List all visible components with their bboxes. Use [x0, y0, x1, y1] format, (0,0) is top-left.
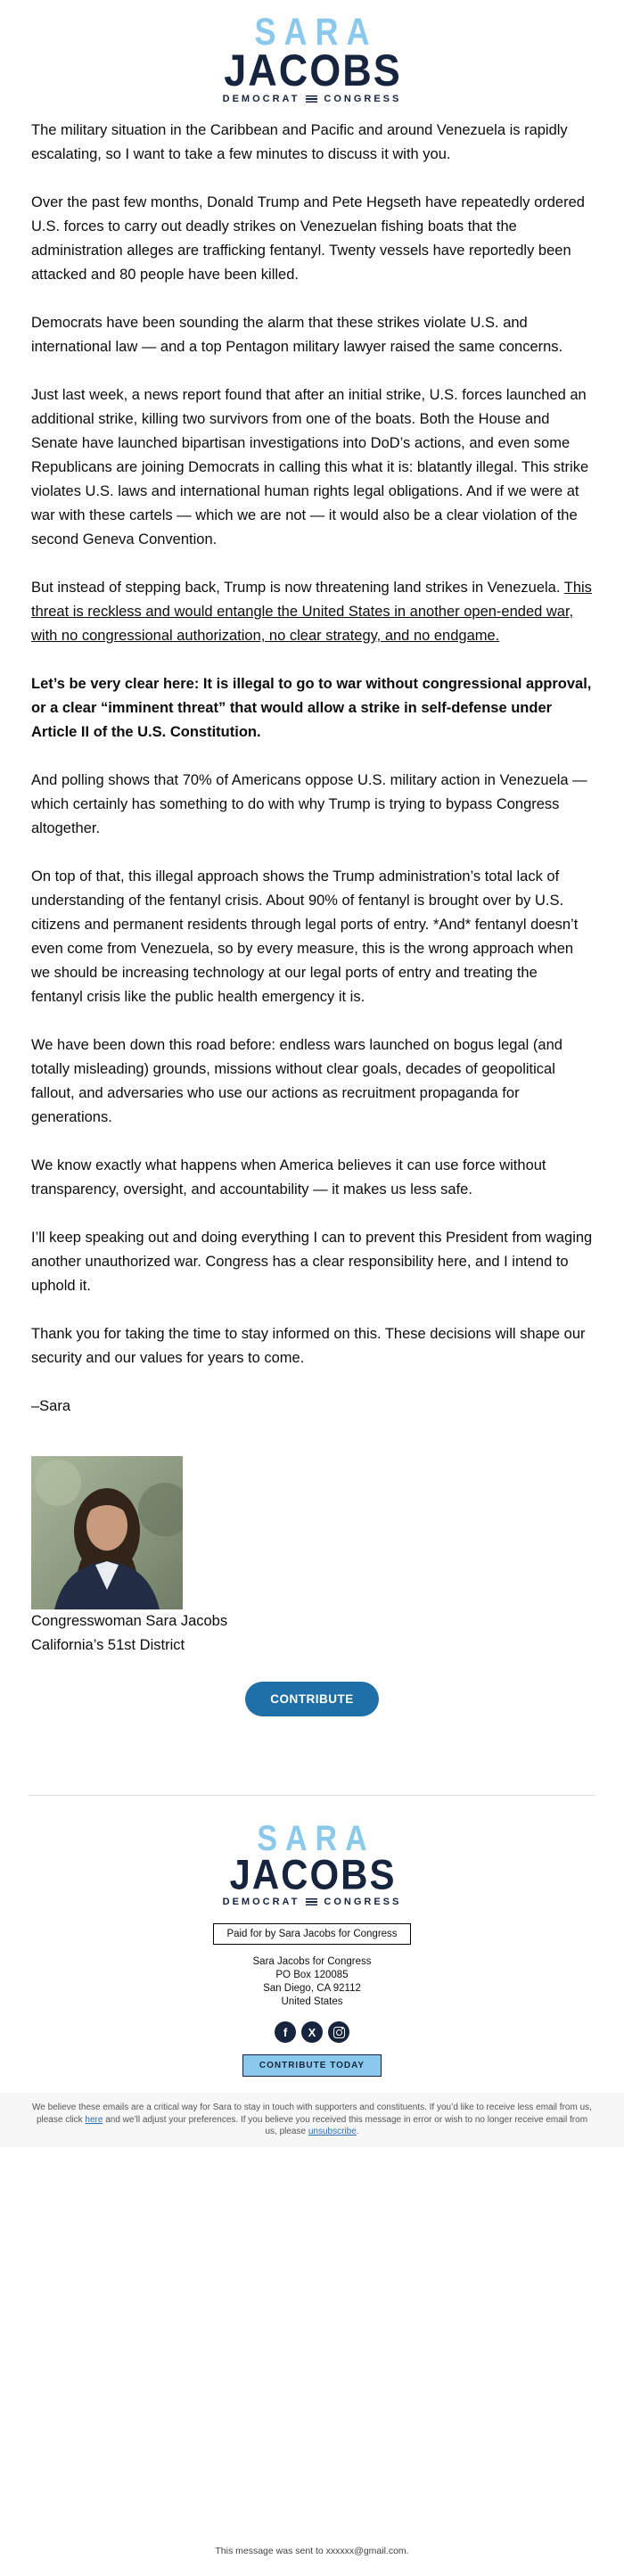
tagline-democrat: DEMOCRAT — [222, 1897, 300, 1907]
logo-first-name: SARA — [254, 10, 378, 53]
flag-stripes-icon — [306, 95, 317, 103]
contribute-row — [31, 1682, 593, 1716]
logo-last-name: JACOBS — [229, 1851, 397, 1898]
paragraph-lead-text: But instead of stepping back, Trump is now threatening land strikes in Venezuela. — [31, 580, 564, 596]
fine-print-text: . — [356, 2127, 359, 2136]
spacer — [0, 2147, 624, 2547]
contribute-button[interactable]: CONTRIBUTE — [245, 1682, 379, 1716]
body-paragraph: Just last week, a news report found that after an initial strike, U.S. forces launched an additional strike, killing two survivors from one of the boats. Both the House and Senate have launched bipartisan investigations into DoD’s actions, and even some Republicans are joining Democrats in calling this what it is: blatantly illegal. This strike violates U.S. laws and international human rights legal obligations. And if we were at war with these cartels — which we are not — it would also be a clear violation of the second Geneva Convention. — [31, 387, 589, 547]
fine-print-band — [0, 2093, 624, 2147]
paid-for-disclaimer: Paid for by Sara Jacobs for Congress — [213, 1923, 410, 1945]
underlined-text: This threat is reckless and would entangle the United States in another open-ended war, with no congressional authorization, no clear strategy, and no endgame. — [31, 580, 592, 644]
tagline-democrat: DEMOCRAT — [222, 94, 300, 104]
x-icon[interactable]: X — [301, 2021, 323, 2043]
fine-print — [31, 2102, 593, 2138]
unsubscribe-link[interactable]: unsubscribe — [308, 2127, 357, 2136]
body-paragraph: And polling shows that 70% of Americans oppose U.S. military action in Venezuela — which certainly has something to do with why Trump is trying to bypass Congress altogether. — [31, 772, 587, 836]
sent-to-notice: This message was sent to xxxxxx@gmail.com. — [215, 2546, 409, 2556]
contribute-today-row — [0, 2054, 624, 2077]
fine-print-text: and we’ll adjust your preferences. If you believe you received this message in error or wish to no longer receive email from us, please — [103, 2114, 588, 2136]
logo-tagline — [0, 95, 624, 104]
social-links — [0, 2021, 624, 2043]
mailing-address — [0, 1955, 624, 2009]
divider — [29, 1795, 595, 1796]
body-paragraph — [31, 576, 593, 648]
caption-name: Congresswoman Sara Jacobs — [31, 1613, 228, 1629]
tagline-congress: CONGRESS — [324, 94, 402, 104]
contribute-today-button[interactable]: CONTRIBUTE TODAY — [242, 2054, 382, 2077]
preferences-link[interactable]: here — [85, 2114, 103, 2125]
logo-tagline — [0, 1897, 624, 1907]
signoff: –Sara — [31, 1398, 71, 1414]
body-paragraph: On top of that, this illegal approach shows the Trump administration’s total lack of understanding of the fentanyl crisis. About 90% of fentanyl is brought over by U.S. citizens and permanent residents through legal ports of entry. *And* fentanyl doesn’t even come from Venezuela, so by every measure, this is the wrong approach when we should be increasing technology at our legal ports of entry and treating the fentanyl crisis like the public health emergency it is. — [31, 868, 579, 1005]
body-paragraph: Thank you for taking the time to stay informed on this. These decisions will shape our security and our values for years to come. — [31, 1326, 586, 1366]
campaign-logo-header — [0, 10, 624, 104]
logo-first-name: SARA — [257, 1818, 375, 1859]
instagram-icon[interactable] — [328, 2021, 349, 2043]
campaign-logo-footer — [0, 1818, 624, 1907]
fine-print-text: We believe these emails are a critical way for Sara to stay in touch with supporters and constituents. If you’d like to receive less email from us, please click — [32, 2103, 592, 2125]
logo-last-name: JACOBS — [224, 44, 402, 95]
address-line: San Diego, CA 92112 — [263, 1983, 361, 1994]
flag-stripes-icon — [306, 1898, 317, 1906]
email-content — [0, 119, 624, 1716]
body-paragraph: Democrats have been sounding the alarm that these strikes violate U.S. and international law — and a top Pentagon military lawyer raised the same concerns. — [31, 315, 563, 355]
instagram-glyph — [333, 2027, 345, 2038]
address-line: Sara Jacobs for Congress — [252, 1956, 372, 1967]
caption-district: California’s 51st District — [31, 1637, 185, 1653]
photo-caption — [31, 1609, 593, 1658]
tagline-congress: CONGRESS — [324, 1897, 402, 1907]
email-footer — [0, 1818, 624, 2147]
body-paragraph: We have been down this road before: endless wars launched on bogus legal (and totally misleading) grounds, missions without clear goals, decades of geopolitical fallout, and adversaries who use our actions as recruitment propaganda for generations. — [31, 1037, 562, 1125]
address-line: PO Box 120085 — [275, 1970, 349, 1980]
body-paragraph: I’ll keep speaking out and doing everything I can to prevent this President from waging another unauthorized war. Congress has a clear responsibility here, and I intend to uphold it. — [31, 1230, 593, 1294]
body-paragraph: The military situation in the Caribbean and Pacific and around Venezuela is rapidly escalating, so I want to take a few minutes to discuss it with you. — [31, 122, 568, 162]
address-line: United States — [281, 1996, 343, 2007]
bold-paragraph: Let’s be very clear here: It is illegal to go to war without congressional approval, or a clear “imminent threat” that would allow a strike in self-defense under Article II of the U.S. Constitution. — [31, 676, 592, 740]
sara-jacobs-photo — [31, 1456, 183, 1609]
facebook-icon[interactable]: f — [275, 2021, 296, 2043]
body-paragraph: Over the past few months, Donald Trump and Pete Hegseth have repeatedly ordered U.S. forces to carry out deadly strikes on Venezuelan fishing boats that the administration alleges are trafficking fentanyl. Twenty vessels have reportedly been attacked and 80 people have been killed. — [31, 194, 585, 283]
body-paragraph: We know exactly what happens when America believes it can use force without transparency, oversight, and accountability — it makes us less safe. — [31, 1157, 546, 1197]
